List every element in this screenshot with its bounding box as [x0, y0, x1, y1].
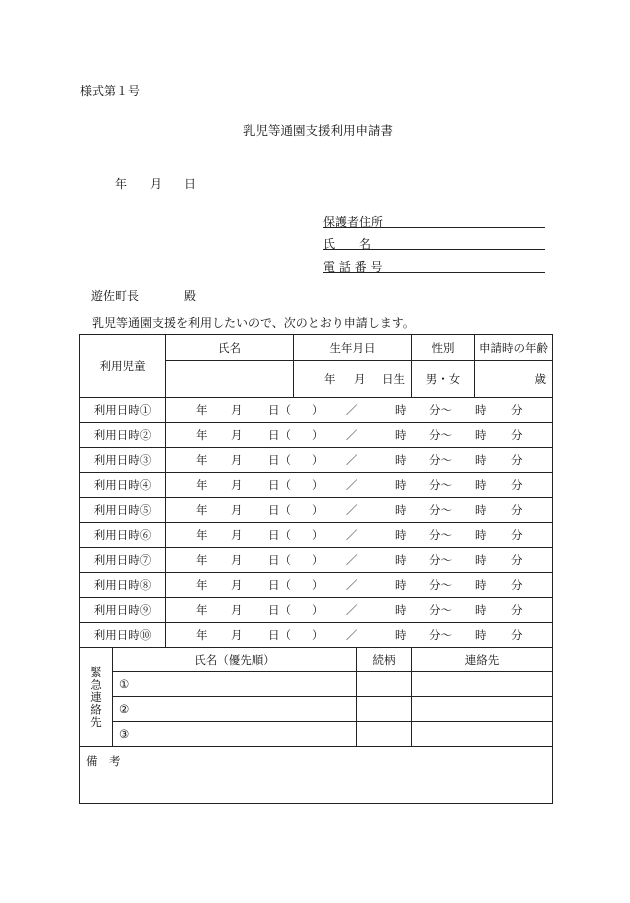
- emergency-row-2: [80, 697, 553, 722]
- slot-row-4: [80, 473, 553, 498]
- emergency-name-cell[interactable]: [113, 672, 357, 697]
- applicant-name-label: 氏 名: [323, 237, 372, 251]
- date-day: 日: [184, 177, 197, 191]
- child-birth-cell[interactable]: [294, 361, 412, 398]
- slot-row-7: [80, 548, 553, 573]
- slot-datetime-cell[interactable]: 年 月 日（ ） ／ 時 分～ 時 分: [166, 523, 553, 548]
- applicant-address-label: 保護者住所: [323, 215, 384, 229]
- emergency-name-header: 氏名（優先順）: [113, 648, 357, 672]
- birth-month-unit: 月: [354, 372, 366, 386]
- slot-label: 利用日時⑥: [80, 523, 166, 548]
- emergency-contact-cell[interactable]: [412, 672, 553, 697]
- slot-row-3: [80, 448, 553, 473]
- slot-label: 利用日時⑤: [80, 498, 166, 523]
- emergency-priority: ③: [119, 727, 130, 741]
- emergency-contact-cell[interactable]: [412, 697, 553, 722]
- slot-row-8: [80, 573, 553, 598]
- child-age-header: 申請時の年齢: [475, 335, 553, 361]
- slot-datetime-cell[interactable]: 年 月 日（ ） ／ 時 分～ 時 分: [166, 398, 553, 423]
- birth-day-unit: 日生: [382, 372, 405, 386]
- remarks-label: 備 考: [86, 754, 121, 768]
- slot-row-2: [80, 423, 553, 448]
- slot-datetime-cell[interactable]: 年 月 日（ ） ／ 時 分～ 時 分: [166, 573, 553, 598]
- child-section-label: 利用児童: [80, 335, 166, 398]
- emergency-contact-header: 連絡先: [412, 648, 553, 672]
- slot-label: 利用日時④: [80, 473, 166, 498]
- form-number: 様式第１号: [80, 84, 141, 98]
- emergency-relation-header: 続柄: [357, 648, 412, 672]
- slot-label: 利用日時⑩: [80, 623, 166, 648]
- child-sex-cell[interactable]: 男・女: [412, 361, 475, 398]
- slot-row-1: [80, 398, 553, 423]
- slot-datetime-cell[interactable]: 年 月 日（ ） ／ 時 分～ 時 分: [166, 548, 553, 573]
- child-name-header: 氏名: [166, 335, 294, 361]
- emergency-name-cell[interactable]: [113, 722, 357, 747]
- emergency-label-cell: [80, 648, 113, 747]
- slot-datetime-cell[interactable]: 年 月 日（ ） ／ 時 分～ 時 分: [166, 423, 553, 448]
- slot-label: 利用日時⑧: [80, 573, 166, 598]
- slot-datetime-cell[interactable]: 年 月 日（ ） ／ 時 分～ 時 分: [166, 598, 553, 623]
- emergency-header-row: [80, 648, 553, 672]
- emergency-priority: ①: [119, 677, 130, 691]
- remarks-row: [80, 747, 553, 804]
- addressee-name: 遊佐町長: [91, 289, 140, 303]
- emergency-label: 緊急連絡先: [89, 665, 103, 729]
- slot-datetime-cell[interactable]: 年 月 日（ ） ／ 時 分～ 時 分: [166, 473, 553, 498]
- emergency-name-cell[interactable]: [113, 697, 357, 722]
- emergency-priority: ②: [119, 702, 130, 716]
- emergency-row-3: [80, 722, 553, 747]
- child-sex-header: 性別: [412, 335, 475, 361]
- emergency-contact-cell[interactable]: [412, 722, 553, 747]
- child-name-cell[interactable]: [166, 361, 294, 398]
- emergency-row-1: [80, 672, 553, 697]
- slot-row-6: [80, 523, 553, 548]
- emergency-relation-cell[interactable]: [357, 672, 412, 697]
- child-header-row: [80, 335, 553, 361]
- emergency-relation-cell[interactable]: [357, 697, 412, 722]
- applicant-address-field[interactable]: [323, 213, 545, 228]
- emergency-relation-cell[interactable]: [357, 722, 412, 747]
- intro-text: 乳児等通園支援を利用したいので、次のとおり申請します。: [92, 316, 415, 330]
- applicant-phone-field[interactable]: [323, 258, 545, 273]
- slot-label: 利用日時⑨: [80, 598, 166, 623]
- slot-label: 利用日時⑦: [80, 548, 166, 573]
- birth-year-unit: 年: [324, 372, 336, 386]
- slot-row-9: [80, 598, 553, 623]
- remarks-cell[interactable]: [80, 747, 553, 804]
- slot-row-10: [80, 623, 553, 648]
- form-title: 乳児等通園支援利用申請書: [243, 123, 394, 138]
- applicant-name-field[interactable]: [323, 235, 545, 250]
- applicant-phone-label: 電 話 番 号: [323, 260, 383, 274]
- date-year: 年: [115, 177, 128, 191]
- slot-label: 利用日時②: [80, 423, 166, 448]
- slot-datetime-cell[interactable]: 年 月 日（ ） ／ 時 分～ 時 分: [166, 498, 553, 523]
- slot-label: 利用日時①: [80, 398, 166, 423]
- slot-datetime-cell[interactable]: 年 月 日（ ） ／ 時 分～ 時 分: [166, 448, 553, 473]
- date-month: 月: [150, 177, 163, 191]
- child-age-cell[interactable]: 歳: [475, 361, 553, 398]
- slot-row-5: [80, 498, 553, 523]
- addressee-honorific: 殿: [184, 289, 197, 303]
- child-birth-header: 生年月日: [294, 335, 412, 361]
- slot-label: 利用日時③: [80, 448, 166, 473]
- application-table: [79, 334, 553, 804]
- slot-datetime-cell[interactable]: 年 月 日（ ） ／ 時 分～ 時 分: [166, 623, 553, 648]
